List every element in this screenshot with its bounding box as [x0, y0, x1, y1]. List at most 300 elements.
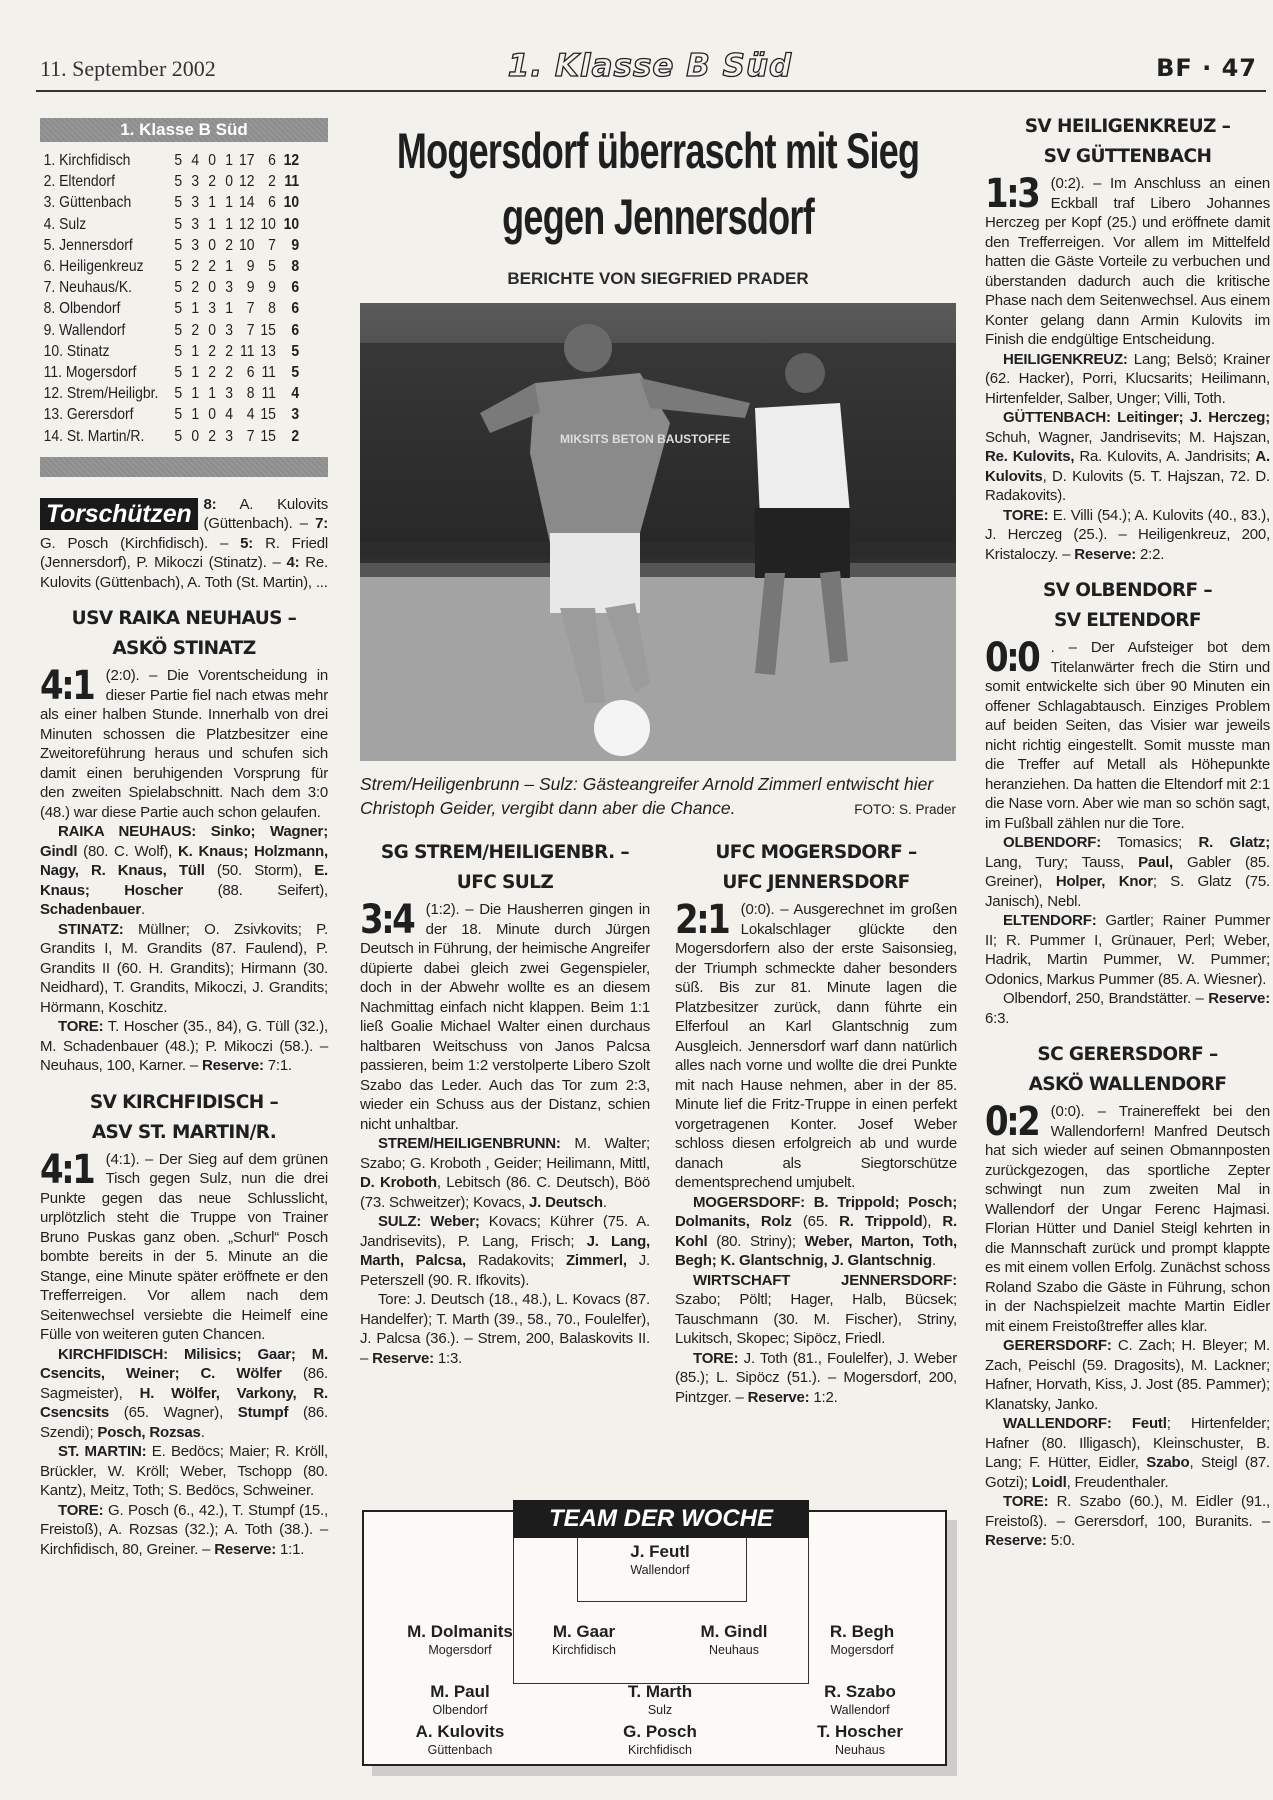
- bold-text: 4:: [286, 554, 300, 572]
- final-score: 4:1: [40, 1146, 94, 1193]
- team-player: [785, 1722, 935, 1758]
- bold-text: Sinko; Wagner; Gindl: [40, 823, 328, 860]
- standings-table: [40, 150, 299, 447]
- goals-against: 15: [260, 406, 276, 424]
- goals-for: 9: [246, 258, 255, 276]
- team-title: TEAM DER WOCHE: [513, 1500, 809, 1538]
- article-paragraph: [985, 911, 1270, 989]
- points: 5: [291, 342, 300, 360]
- article-title-line: SV GÜTTENBACH: [1043, 146, 1212, 167]
- text-run: Lang, Tury; Tauss,: [985, 853, 1139, 871]
- article-paragraph: [40, 1442, 328, 1501]
- article-paragraph: [360, 1134, 650, 1212]
- goals-against: 6: [268, 194, 276, 212]
- standings-footer-bar: [40, 457, 328, 477]
- lost: 3: [225, 385, 234, 403]
- section-title: 1. Klasse B Süd: [507, 48, 793, 84]
- points: 6: [291, 279, 300, 297]
- final-score: 4:1: [40, 663, 94, 710]
- bold-text: Reserve:: [747, 1388, 810, 1406]
- bold-text: Szabo: [1146, 1454, 1190, 1471]
- bold-text: RAIKA NEUHAUS:: [58, 823, 197, 841]
- points: 3: [291, 406, 300, 424]
- won: 3: [191, 236, 200, 254]
- bold-text: Reserve:: [201, 1057, 264, 1075]
- player-name: J. Feutl: [630, 1542, 690, 1561]
- article-paragraph: [985, 350, 1270, 409]
- final-score: 0:2: [985, 1099, 1039, 1145]
- goals-against: 6: [268, 152, 276, 169]
- player-club: Güttenbach: [427, 1743, 493, 1757]
- header-divider: [36, 90, 1266, 92]
- text-run: J. Toth (81., Foulelfer), J. Weber (85.); L. Sipöcz (51.). – Mogersdorf, 200, Pintzger. –: [675, 1349, 957, 1406]
- text-run: Tore: J. Deutsch (18., 48.), L. Kovacs (87. Handelfer); T. Marth (39., 58., 70., Foulelfer), J. Palcsa (36.). – Strem, 200, Balaskovits II. –: [360, 1291, 650, 1367]
- bold-text: Holper, Knor: [1055, 873, 1153, 890]
- right-column: [985, 100, 1270, 1551]
- article-title: [40, 1088, 328, 1148]
- text-run: ; S. Glatz (75. Janisch), Nebl.: [985, 873, 1271, 910]
- text-run: A. Kulovits (Güttenbach). –: [203, 495, 328, 533]
- table-row: [40, 277, 299, 298]
- article-title-line: UFC JENNERSDORF: [722, 872, 910, 893]
- table-row: [40, 404, 299, 425]
- article-title-line: SV KIRCHFIDISCH –: [89, 1091, 279, 1113]
- won: 1: [191, 300, 200, 318]
- drawn: 0: [208, 321, 217, 339]
- text-run: (86. Sagmeister),: [40, 1365, 328, 1402]
- article-paragraph: [40, 822, 328, 920]
- won: 0: [191, 427, 200, 445]
- article-paragraph: [985, 1099, 1270, 1336]
- played: 5: [174, 236, 183, 254]
- article-title-line: UFC SULZ: [456, 872, 554, 893]
- bold-text: Reserve:: [1208, 990, 1270, 1007]
- caption-text: Strem/Heiligenbrunn – Sulz: Gästeangreifer Arnold Zimmerl entwischt hier Christoph Geider, vergibt dann aber die Chance.: [360, 774, 934, 818]
- article-title-line: SG STREM/HEILIGENBR. –: [380, 842, 630, 863]
- article-paragraph: [985, 635, 1270, 833]
- points: 9: [291, 236, 300, 254]
- won: 1: [191, 342, 200, 360]
- bold-text: Paul,: [1138, 853, 1173, 871]
- team-of-the-week: [362, 1505, 947, 1766]
- team-player: [585, 1682, 735, 1718]
- text-run: (65. Wagner),: [109, 1404, 238, 1422]
- article-paragraph: [985, 408, 1270, 506]
- text-run: T. Hoscher (35., 84), G. Tüll (32.), M. Schadenbauer (48.); P. Mikoczi (58.). – Neuhaus, 100, Karner. –: [40, 1018, 328, 1075]
- bold-text: H. Wölfer, Varkony, R. Csencsits: [40, 1384, 328, 1422]
- lost: 1: [225, 194, 234, 212]
- won: 4: [191, 152, 200, 169]
- article-body: [985, 635, 1271, 1028]
- goals-against: 9: [268, 279, 276, 297]
- final-score: 2:1: [675, 897, 729, 943]
- goals-against: 15: [260, 427, 276, 445]
- drawn: 0: [208, 406, 217, 424]
- table-row: [40, 341, 299, 362]
- goals-against: 11: [261, 385, 276, 403]
- team-name: 13. Gerersdorf: [43, 406, 134, 424]
- player-name: M. Gaar: [552, 1622, 616, 1641]
- bold-text: 7:: [315, 515, 328, 533]
- player-name: M. Gindl: [700, 1622, 768, 1641]
- bold-text: ELTENDORF:: [1003, 912, 1097, 929]
- text-run: , Steigl (87. Gotzi);: [985, 1454, 1270, 1491]
- text-run: Re. Kulovits (Güttenbach), A. Toth (St. Martin), ...: [40, 554, 328, 591]
- bold-text: Re. Kulovits,: [985, 448, 1075, 465]
- bold-text: R. Trippold: [839, 1213, 923, 1230]
- article-paragraph: [675, 1349, 957, 1408]
- article-title-line: ASKÖ STINATZ: [112, 638, 256, 660]
- article-paragraph: [360, 1212, 650, 1290]
- article-mogersdorf: [675, 826, 957, 1407]
- played: 5: [174, 321, 183, 339]
- bold-text: Reserve:: [372, 1349, 434, 1367]
- football-photo-illustration: [360, 303, 956, 761]
- text-run: .: [932, 1252, 936, 1269]
- table-row: [40, 214, 299, 235]
- bold-text: TORE:: [58, 1018, 104, 1036]
- team-name: 4. Sulz: [43, 215, 87, 233]
- drawn: 0: [208, 279, 217, 297]
- player-name: M. Paul: [430, 1682, 490, 1701]
- goals-for: 6: [246, 364, 255, 382]
- player-club: Olbendorf: [432, 1703, 488, 1717]
- text-run: E. Villi (54.); A. Kulovits (40., 83.), J. Herczeg (25.). – Heiligenkreuz, 200, Kristaloczy. –: [985, 506, 1270, 563]
- points: 6: [291, 321, 300, 339]
- article-title-line: UFC MOGERSDORF –: [715, 842, 917, 863]
- points: 10: [283, 194, 300, 212]
- bold-text: K. Knaus; Holzmann, Nagy, R. Knaus, Tüll: [40, 842, 328, 880]
- text-run: (65.: [791, 1213, 840, 1230]
- top-scorers: [40, 495, 328, 593]
- article-body: [675, 897, 958, 1407]
- played: 5: [174, 152, 183, 169]
- team-name: 8. Olbendorf: [43, 300, 121, 318]
- goals-against: 15: [260, 321, 276, 339]
- drawn: 1: [208, 215, 217, 233]
- player-club: Neuhaus: [708, 1643, 760, 1657]
- text-run: .: [602, 1193, 607, 1211]
- text-run: Kovacs; Kührer (75. A. Jandrisevits), P. Lang, Frisch;: [360, 1213, 650, 1250]
- table-row: [40, 235, 299, 256]
- bold-text: R. Glatz;: [1198, 834, 1270, 851]
- text-run: 1:3.: [433, 1349, 463, 1367]
- player-name: A. Kulovits: [415, 1722, 505, 1741]
- team-name: 6. Heiligenkreuz: [43, 258, 144, 276]
- table-row: [40, 298, 299, 319]
- page-date: 11. September 2002: [40, 56, 216, 81]
- goals-against: 13: [260, 342, 276, 360]
- goals-for: 12: [238, 215, 255, 233]
- article-title-line: SV OLBENDORF –: [1042, 580, 1213, 601]
- lost: 1: [225, 152, 234, 169]
- goals-against: 7: [268, 236, 276, 254]
- bold-text: STREM/HEILIGENBRUNN:: [378, 1135, 561, 1152]
- played: 5: [174, 385, 183, 403]
- article-kirchfidisch: [40, 1088, 328, 1560]
- lost: 3: [225, 279, 234, 297]
- goals-for: 10: [238, 236, 255, 254]
- text-run: (4:1). – Der Sieg auf dem grünen Tisch gegen Sulz, nun die drei Punkte gegen das neue Schlusslicht, urplötzlich steht die Truppe von Trainer Bruno Puskas ganz oben. „Schurl“ Posch bombte bereits in der 5. Minute an die Stange, eine Minute später eröffnete er den Trefferreigen. Vor allem nach dem Seitenwechsel versiebte die Heimelf eine Fülle von weiteren guten Chancen.: [40, 1150, 328, 1344]
- goals-for: 7: [246, 427, 255, 445]
- bold-text: TORE:: [58, 1501, 104, 1519]
- match-photo: [360, 303, 956, 761]
- bold-text: TORE:: [1003, 1493, 1049, 1510]
- goals-for: 17: [238, 152, 255, 169]
- lost: 0: [225, 173, 234, 191]
- text-run: (50. Storm),: [204, 862, 315, 880]
- team-name: 2. Eltendorf: [43, 173, 115, 191]
- won: 3: [191, 215, 200, 233]
- team-name: 3. Güttenbach: [43, 194, 132, 212]
- article-paragraph: [40, 1501, 328, 1560]
- article-paragraph: [675, 1271, 957, 1349]
- player-club: Sulz: [647, 1703, 673, 1717]
- text-run: 6:3.: [985, 1009, 1010, 1027]
- goals-for: 12: [238, 173, 255, 191]
- team-player: [509, 1622, 659, 1658]
- won: 3: [191, 194, 200, 212]
- played: 5: [174, 364, 183, 382]
- drawn: 0: [208, 152, 217, 169]
- standings-header: [40, 118, 328, 142]
- played: 5: [174, 173, 183, 191]
- drawn: 3: [208, 300, 217, 318]
- points: 10: [283, 215, 300, 233]
- team-player: [585, 1722, 735, 1758]
- drawn: 2: [208, 173, 217, 191]
- text-run: Tomasics;: [1101, 834, 1199, 851]
- photo-caption: [360, 772, 956, 822]
- bold-text: HEILIGENKREUZ:: [1003, 350, 1128, 368]
- text-run: Szabo; Pöltl; Hager, Halb, Bücsek; Tauschmann (30. M. Fischer), Striny, Lukitsch, Skopec; Sipöcz, Friedl.: [675, 1291, 957, 1347]
- bold-text: 8:: [203, 495, 217, 513]
- article-paragraph: [985, 833, 1270, 911]
- player-club: Neuhaus: [834, 1743, 886, 1757]
- played: 5: [174, 427, 183, 445]
- bold-text: SULZ: Weber;: [378, 1213, 480, 1230]
- headline: Mogersdorf überrascht mit Sieg gegen Jennersdorf: [396, 123, 920, 245]
- article-title-line: ASKÖ WALLENDORF: [1028, 1074, 1227, 1095]
- text-run: E. Bedöcs; Maier; R. Kröll, Brückler, W. Kröll; Weber, Tschopp (80. Kantz), Meitz, Toth; S. Bedöcs, Schweiner.: [40, 1443, 328, 1500]
- player-name: M. Dolmanits: [407, 1622, 513, 1641]
- team-player: [785, 1682, 935, 1718]
- text-run: (2:0). – Die Vorentscheidung in dieser Partie fiel nach etwas mehr als einer halben Stunde. Innerhalb von drei Minuten schossen die Platzbesitzer eine Zweitoreführung heraus und schufen sich damit einen beruhigenden Vorsprung für den zweiten Spielabschnitt. Nach dem 3:0 (48.) war diese Partie auch schon gelaufen.: [40, 667, 328, 821]
- player-club: Kirchfidisch: [552, 1643, 616, 1657]
- won: 1: [191, 406, 200, 424]
- text-run: 7:1.: [263, 1057, 292, 1075]
- text-run: Radakovits;: [466, 1252, 566, 1269]
- lost: 1: [225, 258, 234, 276]
- bold-text: Reserve:: [214, 1540, 277, 1558]
- top-scorers-badge: Torschützen: [40, 498, 198, 530]
- byline: BERICHTE VON SIEGFRIED PRADER: [507, 269, 809, 288]
- team-player: [585, 1542, 735, 1578]
- text-run: .: [140, 901, 145, 919]
- text-run: C. Zach; H. Bleyer; M. Zach, Peischl (59. Dragosits), M. Lackner; Hafner, Horvath, Kiss, J. Jost (85. Pammer); Klanatsky, Janko.: [985, 1337, 1270, 1413]
- bold-text: MOGERSDORF: B. Trippold; Posch; Dolmanits, Rolz: [675, 1193, 957, 1230]
- table-row: [40, 192, 299, 213]
- team-name: 1. Kirchfidisch: [43, 152, 131, 169]
- player-name: G. Posch: [623, 1722, 697, 1741]
- article-paragraph: [360, 897, 650, 1134]
- player-name: R. Szabo: [824, 1682, 896, 1701]
- text-run: . – Der Aufsteiger bot dem Titelanwärter frech die Stirn und somit entwickelte sich über 90 Minuten ein offener Schlagabtausch. Einziges Problem auf beiden Seiten, das Visier war jeweils nicht richtig eingestellt. Somit musste man die Treffer auf Metall als Höhepunkte heranziehen. Da hatten die Eltendorf mit 2:1 die Nase vorn. Aber wie man so schön sagt, im Fußball zählen nur die Tore.: [985, 639, 1270, 832]
- text-run: Lang; Belsö; Krainer (62. Hacker), Porri, Klucsarits; Heilimann, Hirtenfelder, Salber, Unger; Villi, Toth.: [985, 350, 1270, 407]
- text-run: G. Posch (Kirchfidisch). –: [40, 534, 241, 552]
- text-run: (0:0). – Ausgerechnet im großen Lokalschlager glückte den Mogersdorfern also der erste Saisonsieg, der Triumph schmeckte daher besonders süß. Bis zur 81. Minute lagen die Platzbesitzer zurück, dann führte ein Elferfoul an Karl Glantschnig zum Ausgleich. Jennersdorf warf dann natürlich alles nach vorne und wollte die drei Punkte mit nach Hause nehmen, aber in der 85. Minute lief die Fritz-Truppe in einen perfekt vorgetragenen Konter. Josef Weber schloss diesen erfolgreich ab und wurde danach als Siegtorschütze dementsprechend umjubelt.: [675, 901, 957, 1191]
- points: 6: [291, 300, 300, 318]
- page-number: BF · 47: [1156, 54, 1257, 82]
- article-paragraph: [40, 1017, 328, 1076]
- text-run: , D. Kulovits (5. T. Hajszan, 72. D. Radakovits).: [985, 467, 1270, 504]
- played: 5: [174, 300, 183, 318]
- points: 4: [291, 385, 300, 403]
- goals-for: 9: [246, 279, 255, 297]
- points: 5: [291, 364, 300, 382]
- team-player: [385, 1682, 535, 1718]
- drawn: 2: [208, 258, 217, 276]
- table-row: [40, 383, 299, 404]
- bold-text: ST. MARTIN:: [58, 1443, 147, 1461]
- text-run: Gartler; Rainer Pummer II; R. Pummer I, Grünauer, Perl; Weber, Hadrik, Martin Pummer, W. Pummer; Odonics, Markus Pummer (85. A. Wiesner).: [985, 912, 1270, 988]
- article-body: [40, 663, 328, 1076]
- bold-text: 5:: [240, 534, 254, 552]
- played: 5: [174, 279, 183, 297]
- played: 5: [174, 342, 183, 360]
- article-body: [40, 1146, 329, 1560]
- article-paragraph: [985, 1336, 1270, 1414]
- team-name: 14. St. Martin/R.: [43, 427, 145, 445]
- text-run: , Freudenthaler.: [1066, 1473, 1169, 1491]
- article-paragraph: [360, 1290, 650, 1368]
- goals-for: 11: [239, 342, 255, 360]
- points: 2: [291, 427, 300, 445]
- lost: 3: [225, 427, 234, 445]
- article-title: [985, 1040, 1270, 1100]
- article-body: [985, 171, 1270, 564]
- final-score: 3:4: [360, 897, 414, 943]
- lost: 3: [225, 321, 234, 339]
- text-run: Schuh, Wagner, Jandrisevits; M. Hajszan,: [985, 428, 1270, 446]
- bold-text: WALLENDORF: Feutl: [1003, 1415, 1167, 1432]
- text-run: 1:2.: [809, 1388, 838, 1406]
- player-name: R. Begh: [829, 1622, 895, 1641]
- played: 5: [174, 258, 183, 276]
- lost: 2: [225, 236, 234, 254]
- article-title-line: SC GERERSDORF –: [1037, 1044, 1218, 1065]
- drawn: 1: [208, 194, 217, 212]
- bold-text: Stumpf: [237, 1404, 289, 1422]
- text-run: R. Friedl (Jennersdorf), P. Mikoczi (Stinatz). –: [40, 534, 328, 572]
- team-player: [385, 1722, 535, 1758]
- bold-text: R. Kohl: [675, 1213, 957, 1250]
- text-run: 2:2.: [1136, 545, 1165, 563]
- bold-text: TORE:: [1003, 506, 1049, 524]
- goals-for: 7: [246, 321, 255, 339]
- article-paragraph: [985, 1414, 1270, 1492]
- player-name: T. Marth: [627, 1682, 693, 1701]
- text-run: (80. Striny);: [707, 1232, 805, 1250]
- player-club: Wallendorf: [630, 1563, 690, 1577]
- table-row: [40, 150, 299, 171]
- lost: 1: [225, 215, 234, 233]
- article-title-line: ASV ST. MARTIN/R.: [91, 1121, 277, 1143]
- played: 5: [174, 194, 183, 212]
- won: 2: [191, 258, 200, 276]
- text-run: (86. Szendi);: [40, 1404, 329, 1441]
- article-body: [985, 1099, 1270, 1551]
- team-name: 7. Neuhaus/K.: [43, 279, 133, 297]
- player-club: Mogersdorf: [830, 1643, 894, 1657]
- table-row: [40, 362, 299, 383]
- article-paragraph: [675, 1193, 957, 1271]
- article-gerersdorf: [985, 1040, 1270, 1551]
- text-run: (88. Seifert),: [182, 881, 328, 899]
- won: 2: [191, 321, 200, 339]
- team-name: 10. Stinatz: [43, 342, 110, 360]
- table-row: [40, 256, 299, 277]
- text-run: (80. C. Wolf),: [77, 842, 179, 860]
- bold-text: Loidl: [1031, 1473, 1067, 1491]
- text-run: ; Hirtenfelder; Hafner (80. Illigasch), Kleinschuster, B. Lang; F. Hütter, Eidler,: [985, 1415, 1270, 1471]
- article-paragraph: [40, 663, 328, 822]
- lost: 1: [225, 300, 234, 318]
- text-run: Gabler (85. Greiner),: [985, 853, 1270, 890]
- article-paragraph: [40, 920, 328, 1018]
- text-run: J. Peterszell (90. R. Ifkovits).: [360, 1252, 651, 1289]
- won: 3: [191, 173, 200, 191]
- article-title: [675, 838, 957, 898]
- lost: 4: [225, 406, 234, 424]
- article-paragraph: [40, 1146, 328, 1345]
- drawn: 2: [208, 342, 217, 360]
- article-olbendorf: [985, 576, 1270, 1028]
- bold-text: STINATZ:: [58, 920, 124, 938]
- article-title: [985, 112, 1270, 172]
- goals-against: 8: [268, 300, 276, 318]
- won: 1: [191, 385, 200, 403]
- bold-text: GÜTTENBACH: Leitinger; J. Herczeg;: [1003, 409, 1270, 426]
- text-run: 1:1.: [276, 1540, 305, 1558]
- table-row: [40, 171, 299, 192]
- goals-for: 8: [246, 385, 255, 403]
- text-run: , Lebitsch (86. C. Deutsch), Böö (73. Schweitzer); Kovacs,: [360, 1174, 651, 1211]
- goals-against: 11: [261, 364, 276, 382]
- article-heiligenkreuz: [985, 112, 1270, 564]
- bold-text: Weber, Marton, Toth, Begh; K. Glantschnig, J. Glantschnig: [675, 1232, 958, 1269]
- article-neuhaus: [40, 604, 328, 1076]
- drawn: 2: [208, 364, 217, 382]
- drawn: 1: [208, 385, 217, 403]
- left-column: [40, 118, 328, 1559]
- played: 5: [174, 406, 183, 424]
- bold-text: E. Knaus; Hoscher: [40, 862, 328, 899]
- goals-against: 5: [268, 258, 276, 276]
- bold-text: D. Kroboth: [360, 1174, 437, 1191]
- text-run: 5:0.: [1046, 1532, 1075, 1549]
- drawn: 0: [208, 236, 217, 254]
- team-player: [787, 1622, 937, 1658]
- player-club: Kirchfidisch: [628, 1743, 692, 1757]
- bold-text: Schadenbauer: [40, 901, 141, 919]
- points: 8: [291, 258, 300, 276]
- bold-text: WIRTSCHAFT JENNERSDORF:: [693, 1271, 957, 1289]
- team-name: 12. Strem/Heiligbr.: [43, 385, 159, 403]
- bold-text: TORE:: [693, 1349, 739, 1367]
- article-title-line: USV RAIKA NEUHAUS –: [71, 608, 297, 630]
- text-run: Ra. Kulovits, A. Jandrisits;: [1074, 448, 1256, 465]
